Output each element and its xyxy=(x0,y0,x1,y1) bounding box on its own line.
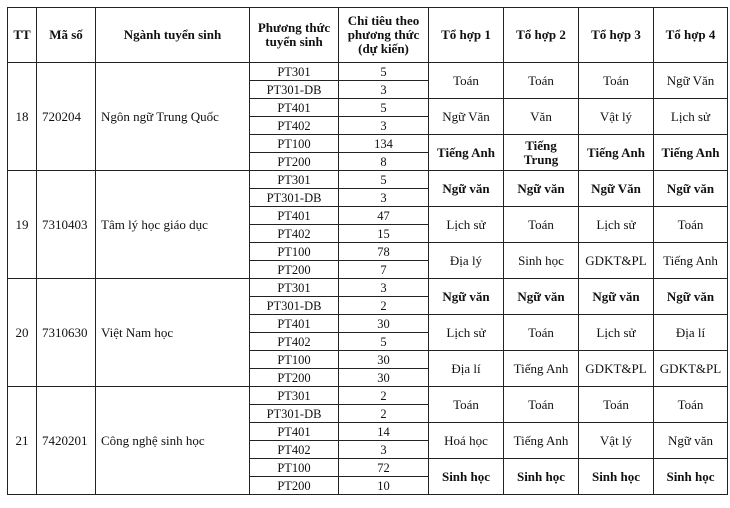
combo-cell: Sinh học xyxy=(654,459,728,495)
header-quota: Chỉ tiêu theo phương thức (dự kiến) xyxy=(339,8,429,63)
row-method: PT301 xyxy=(250,63,339,81)
combo-cell: Lịch sử xyxy=(429,207,504,243)
row-method: PT100 xyxy=(250,351,339,369)
row-method: PT200 xyxy=(250,369,339,387)
row-quota: 47 xyxy=(339,207,429,225)
row-major-name: Ngôn ngữ Trung Quốc xyxy=(96,63,250,171)
combo-cell: Tiếng Anh xyxy=(504,423,579,459)
combo-cell: Tiếng Trung xyxy=(504,135,579,171)
combo-cell: Tiếng Anh xyxy=(579,135,654,171)
combo-cell: Ngữ văn xyxy=(429,171,504,207)
row-quota: 3 xyxy=(339,441,429,459)
table-row xyxy=(8,63,728,81)
combo-cell: Vật lý xyxy=(579,99,654,135)
row-quota: 2 xyxy=(339,387,429,405)
row-method: PT301-DB xyxy=(250,81,339,99)
header-combo-3: Tổ hợp 3 xyxy=(579,8,654,63)
row-major-name: Tâm lý học giáo dục xyxy=(96,171,250,279)
row-method: PT100 xyxy=(250,459,339,477)
row-code: 7310403 xyxy=(37,171,96,279)
row-quota: 30 xyxy=(339,351,429,369)
header-code: Mã số xyxy=(37,8,96,63)
combo-cell: Toán xyxy=(504,207,579,243)
combo-cell: GDKT&PL xyxy=(579,351,654,387)
row-quota: 14 xyxy=(339,423,429,441)
combo-cell: Toán xyxy=(429,387,504,423)
combo-cell: Ngữ văn xyxy=(504,279,579,315)
row-method: PT402 xyxy=(250,117,339,135)
row-code: 7310630 xyxy=(37,279,96,387)
table-row xyxy=(8,387,728,405)
header-row xyxy=(8,8,728,63)
header-combo-4: Tổ hợp 4 xyxy=(654,8,728,63)
row-method: PT301-DB xyxy=(250,405,339,423)
row-code: 7420201 xyxy=(37,387,96,495)
row-quota: 7 xyxy=(339,261,429,279)
row-method: PT301-DB xyxy=(250,297,339,315)
row-method: PT401 xyxy=(250,207,339,225)
combo-cell: Ngữ Văn xyxy=(579,171,654,207)
combo-cell: Lịch sử xyxy=(654,99,728,135)
combo-cell: Toán xyxy=(504,315,579,351)
row-quota: 3 xyxy=(339,279,429,297)
combo-cell: Tiếng Anh xyxy=(654,135,728,171)
combo-cell: Toán xyxy=(579,63,654,99)
row-quota: 78 xyxy=(339,243,429,261)
row-method: PT100 xyxy=(250,135,339,153)
combo-cell: Toán xyxy=(504,63,579,99)
header-tt: TT xyxy=(8,8,37,63)
combo-cell: Sinh học xyxy=(579,459,654,495)
combo-cell: Ngữ Văn xyxy=(654,63,728,99)
combo-cell: Địa lý xyxy=(429,243,504,279)
row-method: PT301 xyxy=(250,279,339,297)
header-method: Phương thức tuyển sinh xyxy=(250,8,339,63)
header-combo-1: Tổ hợp 1 xyxy=(429,8,504,63)
row-tt: 21 xyxy=(8,387,37,495)
combo-cell: GDKT&PL xyxy=(579,243,654,279)
row-quota: 15 xyxy=(339,225,429,243)
row-method: PT402 xyxy=(250,333,339,351)
row-method: PT200 xyxy=(250,261,339,279)
combo-cell: Ngữ văn xyxy=(654,171,728,207)
row-quota: 3 xyxy=(339,189,429,207)
combo-cell: Ngữ văn xyxy=(504,171,579,207)
row-quota: 5 xyxy=(339,63,429,81)
table-row xyxy=(8,279,728,297)
row-quota: 3 xyxy=(339,81,429,99)
row-major-name: Việt Nam học xyxy=(96,279,250,387)
row-method: PT401 xyxy=(250,99,339,117)
combo-cell: Vật lý xyxy=(579,423,654,459)
row-method: PT301 xyxy=(250,387,339,405)
combo-cell: Toán xyxy=(654,207,728,243)
header-major: Ngành tuyển sinh xyxy=(96,8,250,63)
row-quota: 2 xyxy=(339,405,429,423)
row-quota: 5 xyxy=(339,171,429,189)
combo-cell: Ngữ văn xyxy=(654,423,728,459)
row-quota: 5 xyxy=(339,99,429,117)
row-method: PT401 xyxy=(250,423,339,441)
row-method: PT401 xyxy=(250,315,339,333)
row-quota: 8 xyxy=(339,153,429,171)
row-code: 720204 xyxy=(37,63,96,171)
table-row xyxy=(8,171,728,189)
combo-cell: Tiếng Anh xyxy=(504,351,579,387)
row-quota: 134 xyxy=(339,135,429,153)
row-major-name: Công nghệ sinh học xyxy=(96,387,250,495)
row-quota: 30 xyxy=(339,315,429,333)
row-tt: 19 xyxy=(8,171,37,279)
combo-cell: Toán xyxy=(579,387,654,423)
row-tt: 18 xyxy=(8,63,37,171)
row-method: PT200 xyxy=(250,153,339,171)
combo-cell: Toán xyxy=(654,387,728,423)
combo-cell: Hoá học xyxy=(429,423,504,459)
row-quota: 10 xyxy=(339,477,429,495)
combo-cell: Sinh học xyxy=(429,459,504,495)
combo-cell: Ngữ văn xyxy=(579,279,654,315)
row-method: PT301 xyxy=(250,171,339,189)
row-quota: 2 xyxy=(339,297,429,315)
row-quota: 72 xyxy=(339,459,429,477)
combo-cell: Văn xyxy=(504,99,579,135)
combo-cell: Lịch sử xyxy=(579,207,654,243)
combo-cell: Tiếng Anh xyxy=(429,135,504,171)
combo-cell: Ngữ văn xyxy=(429,279,504,315)
row-method: PT100 xyxy=(250,243,339,261)
combo-cell: Lịch sử xyxy=(579,315,654,351)
combo-cell: GDKT&PL xyxy=(654,351,728,387)
row-method: PT402 xyxy=(250,225,339,243)
row-quota: 5 xyxy=(339,333,429,351)
header-combo-2: Tổ hợp 2 xyxy=(504,8,579,63)
row-quota: 3 xyxy=(339,117,429,135)
combo-cell: Ngữ Văn xyxy=(429,99,504,135)
row-tt: 20 xyxy=(8,279,37,387)
row-method: PT301-DB xyxy=(250,189,339,207)
combo-cell: Ngữ văn xyxy=(654,279,728,315)
combo-cell: Lịch sử xyxy=(429,315,504,351)
combo-cell: Toán xyxy=(429,63,504,99)
combo-cell: Sinh học xyxy=(504,243,579,279)
admission-table xyxy=(7,7,728,495)
row-method: PT200 xyxy=(250,477,339,495)
combo-cell: Sinh học xyxy=(504,459,579,495)
combo-cell: Tiếng Anh xyxy=(654,243,728,279)
row-method: PT402 xyxy=(250,441,339,459)
combo-cell: Toán xyxy=(504,387,579,423)
combo-cell: Địa lí xyxy=(654,315,728,351)
row-quota: 30 xyxy=(339,369,429,387)
combo-cell: Địa lí xyxy=(429,351,504,387)
